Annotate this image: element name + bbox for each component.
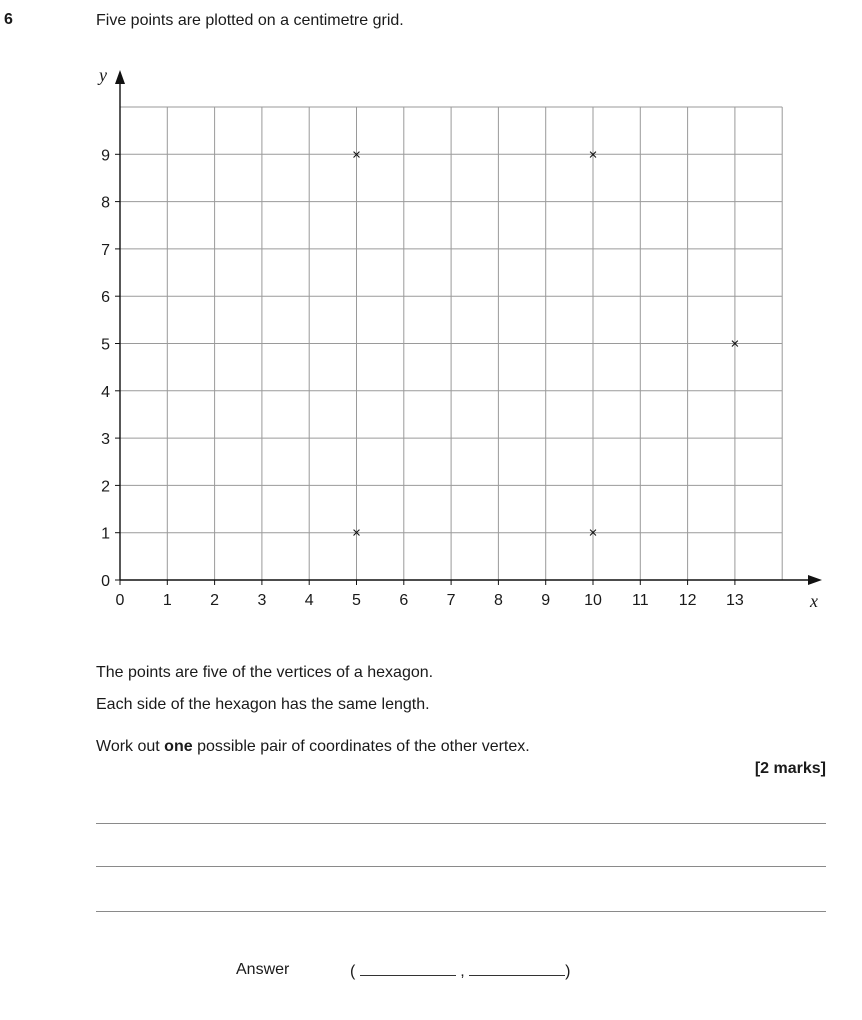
- working-line-3[interactable]: [96, 911, 826, 912]
- marks-label: [2 marks]: [754, 760, 826, 777]
- question-intro: Five points are plotted on a centimetre grid.: [96, 12, 404, 29]
- plotted-point-marker: ×: [352, 146, 361, 164]
- answer-label: Answer: [236, 961, 290, 978]
- x-tick-label: 12: [678, 592, 697, 609]
- y-axis-arrow: [115, 70, 125, 84]
- y-tick-label: 7: [101, 241, 110, 259]
- y-tick-label: 8: [101, 194, 110, 212]
- task-instruction-emphasis: one: [164, 738, 193, 755]
- answer-open-paren: (: [350, 963, 356, 980]
- plotted-point-marker: ×: [588, 524, 598, 542]
- y-tick-label: 2: [101, 478, 110, 496]
- task-instruction-pre: Work out: [96, 738, 165, 755]
- answer-x-blank[interactable]: [360, 961, 456, 976]
- y-tick-label: 1: [101, 525, 110, 543]
- working-line-2[interactable]: [96, 866, 826, 867]
- x-tick-label: 2: [210, 592, 220, 609]
- plotted-point-marker: ×: [352, 524, 361, 542]
- x-axis-label: x: [810, 591, 818, 611]
- y-tick-label: 4: [101, 383, 110, 401]
- task-instruction: [96, 738, 530, 756]
- y-tick-label: 9: [101, 147, 110, 165]
- y-tick-label: 0: [101, 573, 110, 590]
- answer-coordinates: [350, 961, 570, 981]
- x-tick-label: 4: [304, 592, 314, 609]
- answer-close-paren: ): [565, 963, 571, 980]
- x-tick-label: 1: [162, 592, 172, 609]
- question-number: 6: [4, 11, 13, 28]
- statement-hexagon: The points are five of the vertices of a hexagon.: [96, 664, 434, 681]
- x-tick-label: 8: [493, 592, 503, 609]
- task-instruction-post: possible pair of coordinates of the other vertex.: [192, 738, 530, 755]
- y-axis-label: y: [99, 65, 107, 85]
- x-tick-label: 3: [257, 592, 267, 609]
- answer-comma: ,: [460, 963, 465, 980]
- x-tick-label: 13: [726, 592, 744, 609]
- x-tick-label: 9: [541, 592, 551, 609]
- working-line-1[interactable]: [96, 823, 826, 824]
- y-tick-label: 6: [101, 289, 110, 307]
- x-tick-label: 0: [115, 592, 125, 609]
- x-tick-label: 10: [584, 592, 602, 609]
- x-tick-label: 7: [446, 592, 456, 609]
- x-tick-label: 6: [399, 592, 409, 609]
- x-axis-arrow: [808, 575, 822, 585]
- statement-equal-sides: Each side of the hexagon has the same length.: [96, 696, 430, 713]
- y-tick-label: 3: [101, 431, 110, 449]
- x-tick-label: 5: [352, 592, 361, 609]
- x-tick-label: 11: [631, 592, 649, 609]
- answer-y-blank[interactable]: [469, 961, 565, 976]
- plotted-point-marker: ×: [730, 335, 740, 353]
- y-tick-label: 5: [101, 336, 110, 354]
- plotted-point-marker: ×: [588, 146, 598, 164]
